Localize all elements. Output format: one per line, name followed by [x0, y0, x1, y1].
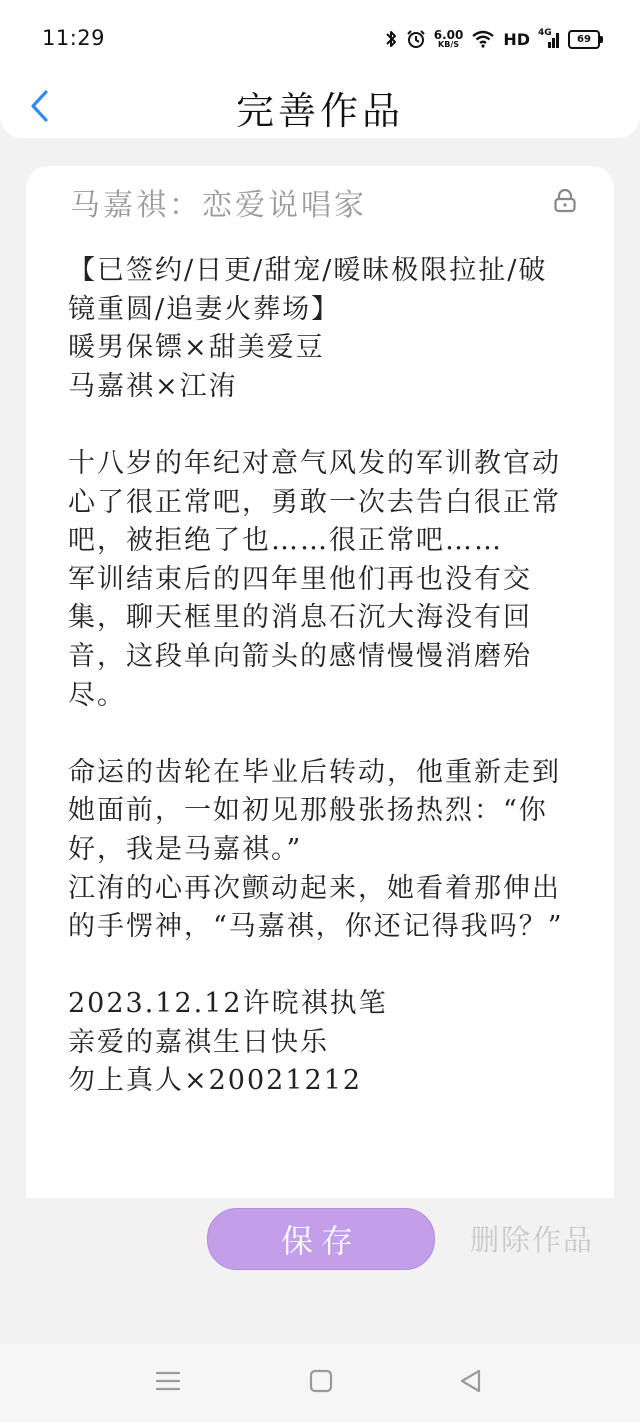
- lock-icon[interactable]: [552, 188, 578, 218]
- page-title: 完善作品: [235, 89, 404, 133]
- network-speed: [434, 29, 464, 49]
- network-speed-value: 6.00: [433, 28, 464, 42]
- wifi-icon: [471, 30, 495, 48]
- signal-icon: [538, 30, 560, 48]
- save-button[interactable]: 保存: [207, 1208, 435, 1270]
- network-speed-unit: KB/S: [438, 40, 460, 49]
- top-bar: [0, 78, 640, 138]
- menu-icon[interactable]: [155, 1368, 181, 1398]
- battery-icon: 69: [568, 30, 600, 49]
- work-title-field[interactable]: 马嘉祺：恋爱说唱家: [70, 188, 367, 223]
- back-triangle-icon[interactable]: [458, 1368, 484, 1398]
- bluetooth-icon: [384, 29, 398, 49]
- alarm-icon: [406, 29, 426, 49]
- delete-work-button[interactable]: 删除作品: [470, 1222, 595, 1257]
- status-time: 11:29: [42, 26, 106, 50]
- status-icons: [384, 24, 600, 54]
- signal-label: 4G: [538, 28, 552, 38]
- work-description-field[interactable]: 【已签约/日更/甜宠/暧昧极限拉扯/破镜重圆/追妻火葬场】 暖男保镖×甜美爱豆 马嘉祺×江洧 十八岁的年纪对意气风发的军训教官动心了很正常吧，勇敢一次去告白很正常吧，被拒绝了也……很正常吧…… 军训结束后的四年里他们再也没有交集，聊天框里的消息石沉大海没有回音，这段单向箭头的感情慢慢消磨殆尽。 命运的齿轮在毕业后转动，他重新走到她面前，一如初见那般张扬热烈：“你好，我是马嘉祺。” 江洧的心再次颤动起来，她看着那伸出的手愣神，“马嘉祺，你还记得我吗？” 2023.12.12许晥祺执笔 亲爱的嘉祺生日快乐 勿上真人×20021212: [68, 255, 564, 1097]
- system-nav-bar: [0, 1344, 640, 1422]
- status-bar: [0, 0, 640, 78]
- hd-label: HD: [503, 29, 530, 49]
- work-editor-card: [26, 166, 614, 1198]
- home-square-icon[interactable]: [308, 1368, 334, 1398]
